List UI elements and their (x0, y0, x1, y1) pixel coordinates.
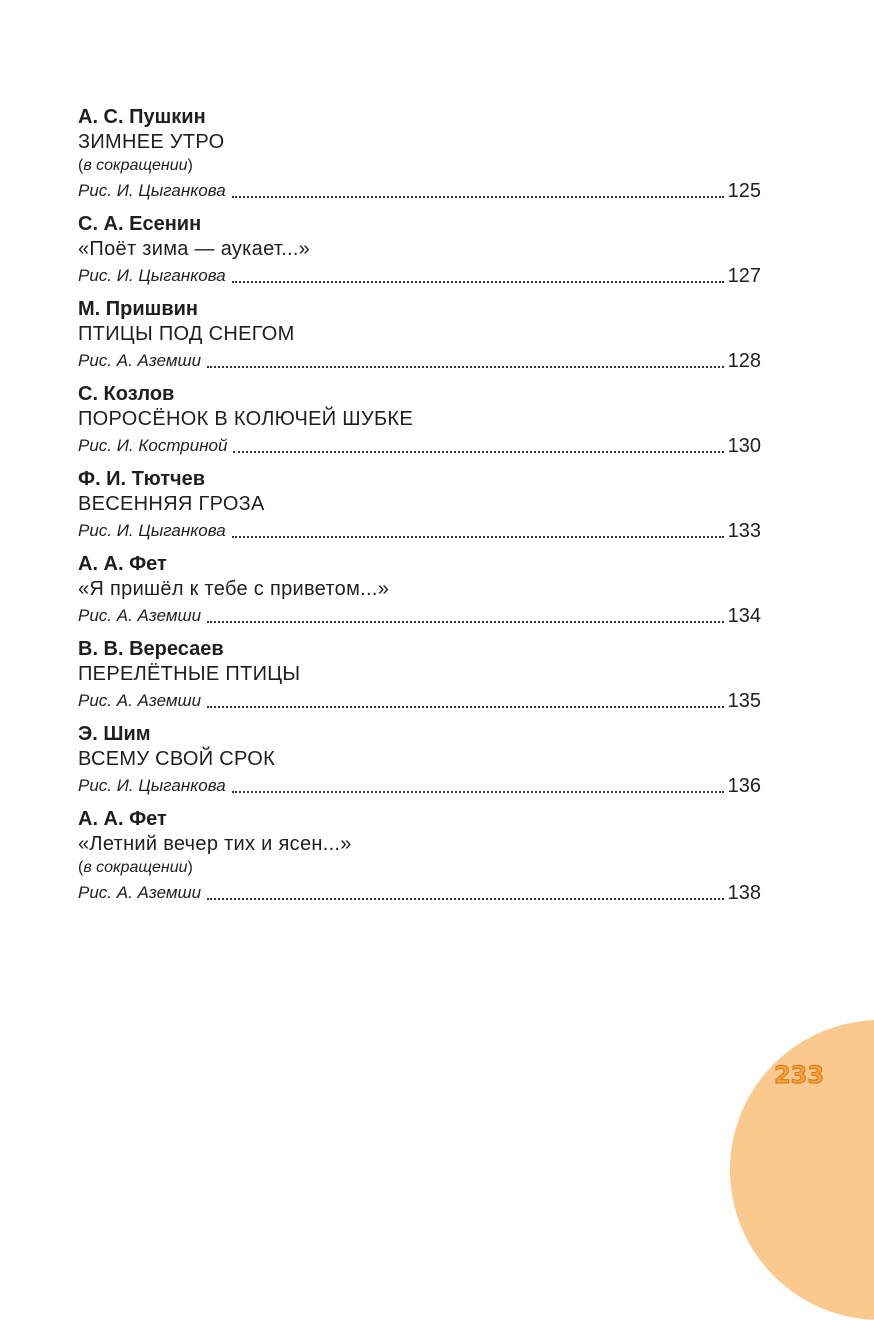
entry-illustrator: Рис. А. Аземши (78, 606, 202, 625)
entry-note (78, 155, 761, 177)
entry-illustrator: Рис. И. Цыганкова (78, 521, 226, 540)
entry-page: 138 (727, 882, 761, 904)
entry-leader[interactable] (78, 602, 761, 630)
entry-title: ЗИМНЕЕ УТРО (78, 131, 225, 153)
entry-author: А. С. Пушкин (78, 106, 206, 128)
entry-leader[interactable] (78, 879, 761, 907)
entry-title: ПЕРЕЛЁТНЫЕ ПТИЦЫ (78, 663, 301, 685)
entry-author: Ф. И. Тютчев (78, 468, 206, 490)
entry-illustrator: Рис. И. Цыганкова (78, 266, 226, 285)
entry-page: 134 (727, 605, 761, 627)
entry-title: «Поёт зима — аукает...» (78, 238, 311, 260)
note-text: в сокращении (83, 859, 188, 876)
entry-illustrator: Рис. И. Цыганкова (78, 181, 226, 200)
entry-leader[interactable] (78, 262, 761, 290)
toc-entry (78, 468, 761, 545)
entry-illustrator: Рис. И. Костриной (78, 436, 228, 455)
dot-leader (232, 281, 724, 283)
dot-leader (232, 196, 724, 198)
entry-page: 133 (727, 520, 761, 542)
note-open: ( (78, 157, 84, 174)
page-number: 233 (773, 1061, 825, 1089)
toc-entry (78, 298, 761, 375)
entry-leader[interactable] (78, 772, 761, 800)
dot-leader (232, 536, 724, 538)
entry-author: М. Пришвин (78, 298, 198, 320)
entry-author: В. В. Вересаев (78, 638, 224, 660)
entry-title: ПОРОСЁНОК В КОЛЮЧЕЙ ШУБКЕ (78, 408, 413, 430)
toc-entry (78, 213, 761, 290)
note-text: в сокращении (83, 157, 188, 174)
entry-leader[interactable] (78, 687, 761, 715)
entry-author: А. А. Фет (78, 553, 167, 575)
entry-title: ПТИЦЫ ПОД СНЕГОМ (78, 323, 295, 345)
entry-author: Э. Шим (78, 723, 151, 745)
entry-illustrator: Рис. А. Аземши (78, 883, 202, 902)
entry-author: А. А. Фет (78, 808, 167, 830)
toc-entry (78, 638, 761, 715)
toc-entry (78, 553, 761, 630)
entry-illustrator: Рис. И. Цыганкова (78, 776, 226, 795)
toc-entry (78, 808, 761, 907)
dot-leader (207, 366, 724, 368)
entry-page: 125 (727, 180, 761, 202)
toc-entry (78, 106, 761, 205)
entry-note (78, 857, 761, 879)
note-close: ) (187, 157, 193, 174)
dot-leader (232, 791, 724, 793)
toc-entry (78, 723, 761, 800)
note-close: ) (187, 859, 193, 876)
entry-leader[interactable] (78, 517, 761, 545)
entry-title: ВЕСЕННЯЯ ГРОЗА (78, 493, 265, 515)
entry-illustrator: Рис. А. Аземши (78, 691, 202, 710)
entry-author: С. А. Есенин (78, 213, 202, 235)
entry-page: 135 (727, 690, 761, 712)
table-of-contents (78, 106, 761, 915)
entry-page: 136 (727, 775, 761, 797)
dot-leader (207, 706, 724, 708)
dot-leader (207, 898, 724, 900)
entry-page: 128 (727, 350, 761, 372)
note-open: ( (78, 859, 84, 876)
toc-entry (78, 383, 761, 460)
entry-leader[interactable] (78, 432, 761, 460)
entry-leader[interactable] (78, 347, 761, 375)
entry-page: 127 (727, 265, 761, 287)
entry-author: С. Козлов (78, 383, 175, 405)
dot-leader (207, 621, 724, 623)
entry-leader[interactable] (78, 177, 761, 205)
entry-title: «Я пришёл к тебе с приветом...» (78, 578, 390, 600)
dot-leader (233, 451, 723, 453)
entry-illustrator: Рис. А. Аземши (78, 351, 202, 370)
entry-page: 130 (727, 435, 761, 457)
entry-title: «Летний вечер тих и ясен...» (78, 833, 352, 855)
entry-title: ВСЕМУ СВОЙ СРОК (78, 748, 276, 770)
